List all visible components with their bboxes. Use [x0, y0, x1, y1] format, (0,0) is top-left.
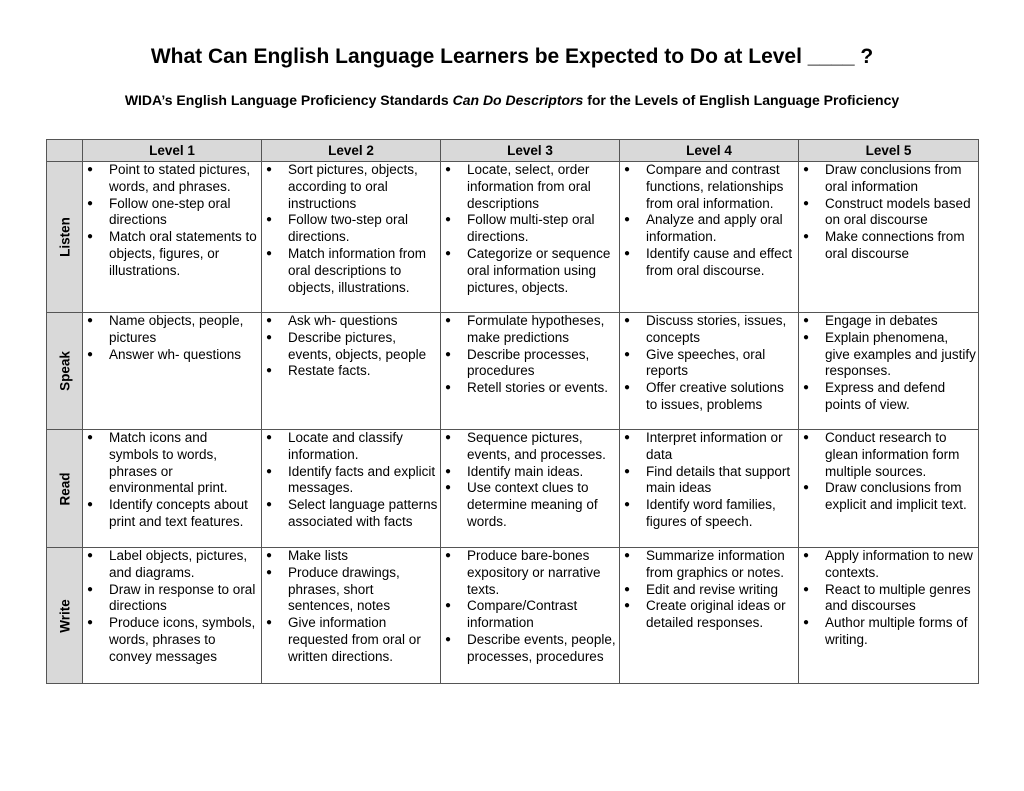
descriptor-cell — [441, 430, 620, 548]
bullet-icon: ● — [803, 231, 810, 243]
descriptor-list — [262, 313, 440, 380]
descriptor-text: Draw conclusions from oral information — [825, 162, 962, 194]
bullet-icon: ● — [803, 331, 810, 343]
bullet-icon: ● — [266, 164, 273, 175]
descriptor-text: Compare/Contrast information — [467, 598, 578, 631]
descriptor-cell — [262, 313, 441, 430]
descriptor-text: Match oral statements to objects, figures, or illustrations. — [109, 229, 257, 278]
subtitle-emphasis: Can Do Descriptors — [452, 92, 584, 108]
descriptor-text: Sort pictures, objects, according to oral instructions — [288, 162, 418, 211]
descriptor-text: Analyze and apply oral information. — [646, 212, 783, 245]
list-item — [441, 380, 619, 397]
bullet-icon: ● — [624, 600, 631, 612]
bullet-icon: ● — [445, 164, 452, 175]
descriptor-text: Draw conclusions from explicit and implicit text. — [825, 480, 967, 513]
descriptor-cell — [799, 313, 979, 430]
skill-header — [47, 548, 83, 684]
descriptor-text: Produce drawings, phrases, short sentences, notes — [288, 564, 400, 614]
descriptor-text: Match icons and symbols to words, phrases or environmental print. — [109, 430, 228, 496]
page-title: What Can English Language Learners be Expected to Do at Level ____ ? — [150, 45, 874, 68]
descriptor-text: Answer wh- questions — [109, 346, 242, 362]
bullet-icon: ● — [87, 432, 94, 443]
bullet-icon: ● — [445, 214, 452, 226]
descriptor-text: Make connections from oral discourse — [825, 229, 965, 261]
descriptor-text: Retell stories or events. — [467, 380, 609, 396]
descriptor-list — [799, 430, 978, 514]
list-item — [441, 212, 619, 246]
list-item — [441, 162, 619, 212]
bullet-icon: ● — [803, 432, 810, 443]
corner-cell — [47, 140, 83, 162]
bullet-icon: ● — [624, 432, 631, 443]
list-item — [83, 196, 261, 230]
descriptor-list — [441, 313, 619, 397]
descriptor-cell — [83, 548, 262, 684]
descriptor-text: Summarize information from graphics or notes. — [646, 548, 785, 580]
table-row — [47, 430, 979, 548]
descriptor-text: Apply information to new contexts. — [825, 548, 973, 580]
bullet-icon: ● — [624, 164, 631, 175]
list-item — [441, 632, 619, 666]
bullet-icon: ● — [624, 382, 631, 394]
subtitle-suffix: for the Levels of English Language Proficiency — [583, 92, 900, 108]
table-row — [47, 162, 979, 313]
descriptor-text: Select language patterns associated with facts — [288, 497, 438, 529]
descriptor-text: Offer creative solutions to issues, problems — [646, 380, 784, 412]
list-item — [620, 464, 798, 498]
bullet-icon: ● — [87, 617, 94, 629]
table-row — [47, 548, 979, 684]
list-item — [441, 598, 619, 632]
subtitle-prefix: WIDA’s English Language Proficiency Standards — [124, 92, 453, 108]
list-item — [262, 497, 440, 531]
bullet-icon: ● — [624, 214, 631, 226]
skill-label: Read — [57, 471, 72, 506]
descriptor-cell — [262, 162, 441, 313]
descriptor-list — [799, 162, 978, 263]
descriptor-text: Formulate hypotheses, make predictions — [467, 313, 605, 345]
list-item — [799, 380, 978, 414]
descriptor-list — [83, 548, 261, 666]
bullet-icon: ● — [87, 315, 94, 326]
bullet-icon: ● — [445, 382, 452, 394]
bullet-icon: ● — [87, 197, 94, 209]
list-item — [441, 430, 619, 464]
skill-header — [47, 313, 83, 430]
list-item — [83, 347, 261, 364]
list-item — [441, 313, 619, 347]
bullet-icon: ● — [266, 499, 273, 511]
list-item — [83, 582, 261, 616]
descriptor-list — [262, 162, 440, 296]
descriptor-text: Point to stated pictures, words, and phrases. — [109, 162, 251, 194]
list-item — [799, 330, 978, 380]
bullet-icon: ● — [266, 617, 273, 629]
descriptor-list — [83, 313, 261, 363]
descriptor-text: Author multiple forms of writing. — [825, 615, 968, 647]
descriptor-text: Label objects, pictures, and diagrams. — [109, 548, 248, 580]
descriptor-cell — [620, 313, 799, 430]
descriptor-text: Construct models based on oral discourse — [825, 195, 971, 228]
descriptor-text: Describe pictures, events, objects, people — [288, 329, 427, 362]
bullet-icon: ● — [87, 499, 94, 511]
bullet-icon: ● — [87, 550, 94, 561]
bullet-icon: ● — [445, 633, 452, 645]
descriptor-text: Discuss stories, issues, concepts — [646, 313, 787, 345]
descriptor-text: Explain phenomena, give examples and justify responses. — [825, 329, 976, 379]
bullet-icon: ● — [445, 600, 452, 612]
bullet-icon: ● — [624, 550, 631, 561]
descriptor-text: Identify word families, figures of speech. — [646, 497, 776, 529]
list-item — [799, 229, 978, 263]
descriptor-list — [262, 430, 440, 531]
list-item — [262, 162, 440, 212]
list-item — [620, 598, 798, 632]
bullet-icon: ● — [803, 164, 810, 175]
descriptor-text: Give information requested from oral or written directions. — [288, 615, 421, 664]
descriptor-text: Follow multi-step oral directions. — [467, 212, 595, 245]
descriptor-list — [620, 162, 798, 280]
descriptor-text: Interpret information or data — [646, 430, 783, 462]
list-item — [620, 246, 798, 280]
descriptor-cell — [83, 162, 262, 313]
list-item — [799, 480, 978, 514]
list-item — [799, 313, 978, 330]
descriptor-cell — [620, 548, 799, 684]
descriptor-text: React to multiple genres and discourses — [825, 581, 971, 614]
list-item — [262, 548, 440, 565]
descriptor-text: Follow one-step oral directions — [109, 195, 231, 228]
descriptor-text: Compare and contrast functions, relationships from oral information. — [646, 162, 784, 211]
bullet-icon: ● — [803, 550, 810, 561]
list-item — [83, 615, 261, 665]
list-item — [620, 347, 798, 381]
descriptor-text: Ask wh- questions — [288, 313, 398, 328]
list-item — [620, 582, 798, 599]
level-header: Level 3 — [441, 140, 620, 162]
level-header: Level 2 — [262, 140, 441, 162]
bullet-icon: ● — [803, 315, 810, 326]
list-item — [620, 313, 798, 347]
list-item — [83, 548, 261, 582]
list-item — [262, 615, 440, 665]
bullet-icon: ● — [803, 197, 810, 209]
descriptor-cell — [262, 548, 441, 684]
bullet-icon: ● — [266, 247, 273, 259]
list-item — [83, 430, 261, 497]
descriptor-text: Identify concepts about print and text features. — [109, 497, 248, 529]
bullet-icon: ● — [87, 583, 94, 595]
descriptor-text: Draw in response to oral directions — [109, 581, 256, 614]
table-row — [47, 313, 979, 430]
descriptor-list — [83, 162, 261, 280]
list-item — [799, 196, 978, 230]
list-item — [441, 548, 619, 598]
list-item — [83, 497, 261, 531]
descriptor-text: Find details that support main ideas — [646, 463, 791, 496]
skill-header — [47, 162, 83, 313]
descriptor-text: Identify facts and explicit messages. — [288, 463, 436, 496]
descriptor-text: Sequence pictures, events, and processes. — [467, 430, 606, 462]
descriptor-text: Engage in debates — [825, 313, 938, 328]
descriptor-cell — [620, 162, 799, 313]
descriptor-text: Conduct research to glean information form multiple sources. — [825, 430, 960, 479]
bullet-icon: ● — [445, 247, 452, 259]
list-item — [799, 548, 978, 582]
bullet-icon: ● — [266, 331, 273, 343]
bullet-icon: ● — [266, 315, 273, 326]
page-subtitle — [0, 92, 1024, 108]
skill-label: Speak — [57, 351, 72, 391]
skill-label: Write — [57, 598, 72, 633]
descriptor-cell — [799, 162, 979, 313]
list-item — [620, 162, 798, 212]
descriptor-list — [441, 162, 619, 296]
list-item — [799, 430, 978, 480]
list-item — [441, 480, 619, 530]
bullet-icon: ● — [87, 348, 94, 360]
list-item — [441, 464, 619, 481]
list-item — [799, 582, 978, 616]
descriptor-cell — [83, 313, 262, 430]
list-item — [262, 246, 440, 296]
bullet-icon: ● — [266, 432, 273, 443]
descriptor-cell — [441, 162, 620, 313]
bullet-icon: ● — [87, 231, 94, 243]
skill-label: Listen — [57, 217, 72, 257]
bullet-icon: ● — [445, 550, 452, 561]
descriptor-list — [799, 313, 978, 414]
descriptor-text: Produce bare-bones expository or narrative texts. — [467, 548, 601, 597]
list-item — [620, 212, 798, 246]
list-item — [620, 497, 798, 531]
bullet-icon: ● — [803, 482, 810, 494]
descriptor-cell — [799, 430, 979, 548]
bullet-icon: ● — [266, 214, 273, 226]
bullet-icon: ● — [803, 583, 810, 595]
bullet-icon: ● — [266, 550, 273, 561]
descriptor-text: Name objects, people, pictures — [109, 313, 244, 345]
bullet-icon: ● — [266, 365, 273, 377]
descriptor-list — [620, 548, 798, 632]
descriptor-list — [262, 548, 440, 666]
descriptor-text: Produce icons, symbols, words, phrases to convey messages — [109, 615, 256, 664]
descriptor-text: Locate, select, order information from oral descriptions — [467, 162, 591, 211]
list-item — [262, 363, 440, 380]
list-item — [441, 347, 619, 381]
list-item — [262, 565, 440, 615]
list-item — [83, 229, 261, 279]
bullet-icon: ● — [624, 315, 631, 326]
descriptor-text: Restate facts. — [288, 363, 371, 379]
descriptor-text: Express and defend points of view. — [825, 380, 946, 412]
bullet-icon: ● — [803, 617, 810, 629]
bullet-icon: ● — [266, 465, 273, 477]
list-item — [799, 615, 978, 649]
bullet-icon: ● — [445, 482, 452, 494]
descriptor-text: Identify main ideas. — [467, 463, 584, 479]
descriptor-list — [620, 313, 798, 414]
descriptor-text: Follow two-step oral directions. — [288, 212, 409, 245]
bullet-icon: ● — [624, 583, 631, 595]
descriptor-cell — [620, 430, 799, 548]
list-item — [262, 212, 440, 246]
descriptor-cell — [799, 548, 979, 684]
list-item — [262, 330, 440, 364]
descriptor-text: Give speeches, oral reports — [646, 346, 766, 379]
bullet-icon: ● — [803, 382, 810, 394]
level-header: Level 4 — [620, 140, 799, 162]
descriptor-cell — [83, 430, 262, 548]
can-do-descriptors-table — [46, 139, 979, 684]
descriptor-text: Identify cause and effect from oral discourse. — [646, 245, 793, 278]
bullet-icon: ● — [624, 348, 631, 360]
descriptor-list — [799, 548, 978, 649]
bullet-icon: ● — [624, 247, 631, 259]
descriptor-text: Categorize or sequence oral information using pictures, objects. — [467, 245, 611, 295]
bullet-icon: ● — [624, 499, 631, 511]
bullet-icon: ● — [445, 432, 452, 443]
descriptor-list — [441, 430, 619, 531]
level-header: Level 5 — [799, 140, 979, 162]
descriptor-cell — [441, 548, 620, 684]
descriptor-text: Use context clues to determine meaning of words. — [467, 480, 598, 529]
descriptor-text: Describe processes, procedures — [467, 346, 590, 379]
descriptor-text: Match information from oral descriptions to objects, illustrations. — [288, 245, 427, 295]
descriptor-list — [83, 430, 261, 531]
skill-header — [47, 430, 83, 548]
bullet-icon: ● — [445, 465, 452, 477]
bullet-icon: ● — [87, 164, 94, 175]
list-item — [262, 313, 440, 330]
level-header: Level 1 — [83, 140, 262, 162]
header-row — [47, 140, 979, 162]
list-item — [83, 313, 261, 347]
list-item — [799, 162, 978, 196]
bullet-icon: ● — [624, 465, 631, 477]
bullet-icon: ● — [445, 348, 452, 360]
descriptor-list — [441, 548, 619, 666]
bullet-icon: ● — [445, 315, 452, 326]
descriptor-text: Locate and classify information. — [288, 430, 403, 462]
list-item — [620, 380, 798, 414]
descriptor-text: Describe events, people, processes, procedures — [467, 631, 616, 664]
descriptor-text: Make lists — [288, 548, 349, 563]
descriptor-text: Create original ideas or detailed responses. — [646, 598, 786, 631]
descriptor-cell — [441, 313, 620, 430]
bullet-icon: ● — [266, 566, 273, 578]
list-item — [262, 464, 440, 498]
descriptor-cell — [262, 430, 441, 548]
list-item — [441, 246, 619, 296]
list-item — [620, 430, 798, 464]
list-item — [83, 162, 261, 196]
list-item — [620, 548, 798, 582]
descriptor-text: Edit and revise writing — [646, 581, 779, 597]
list-item — [262, 430, 440, 464]
descriptor-list — [620, 430, 798, 531]
